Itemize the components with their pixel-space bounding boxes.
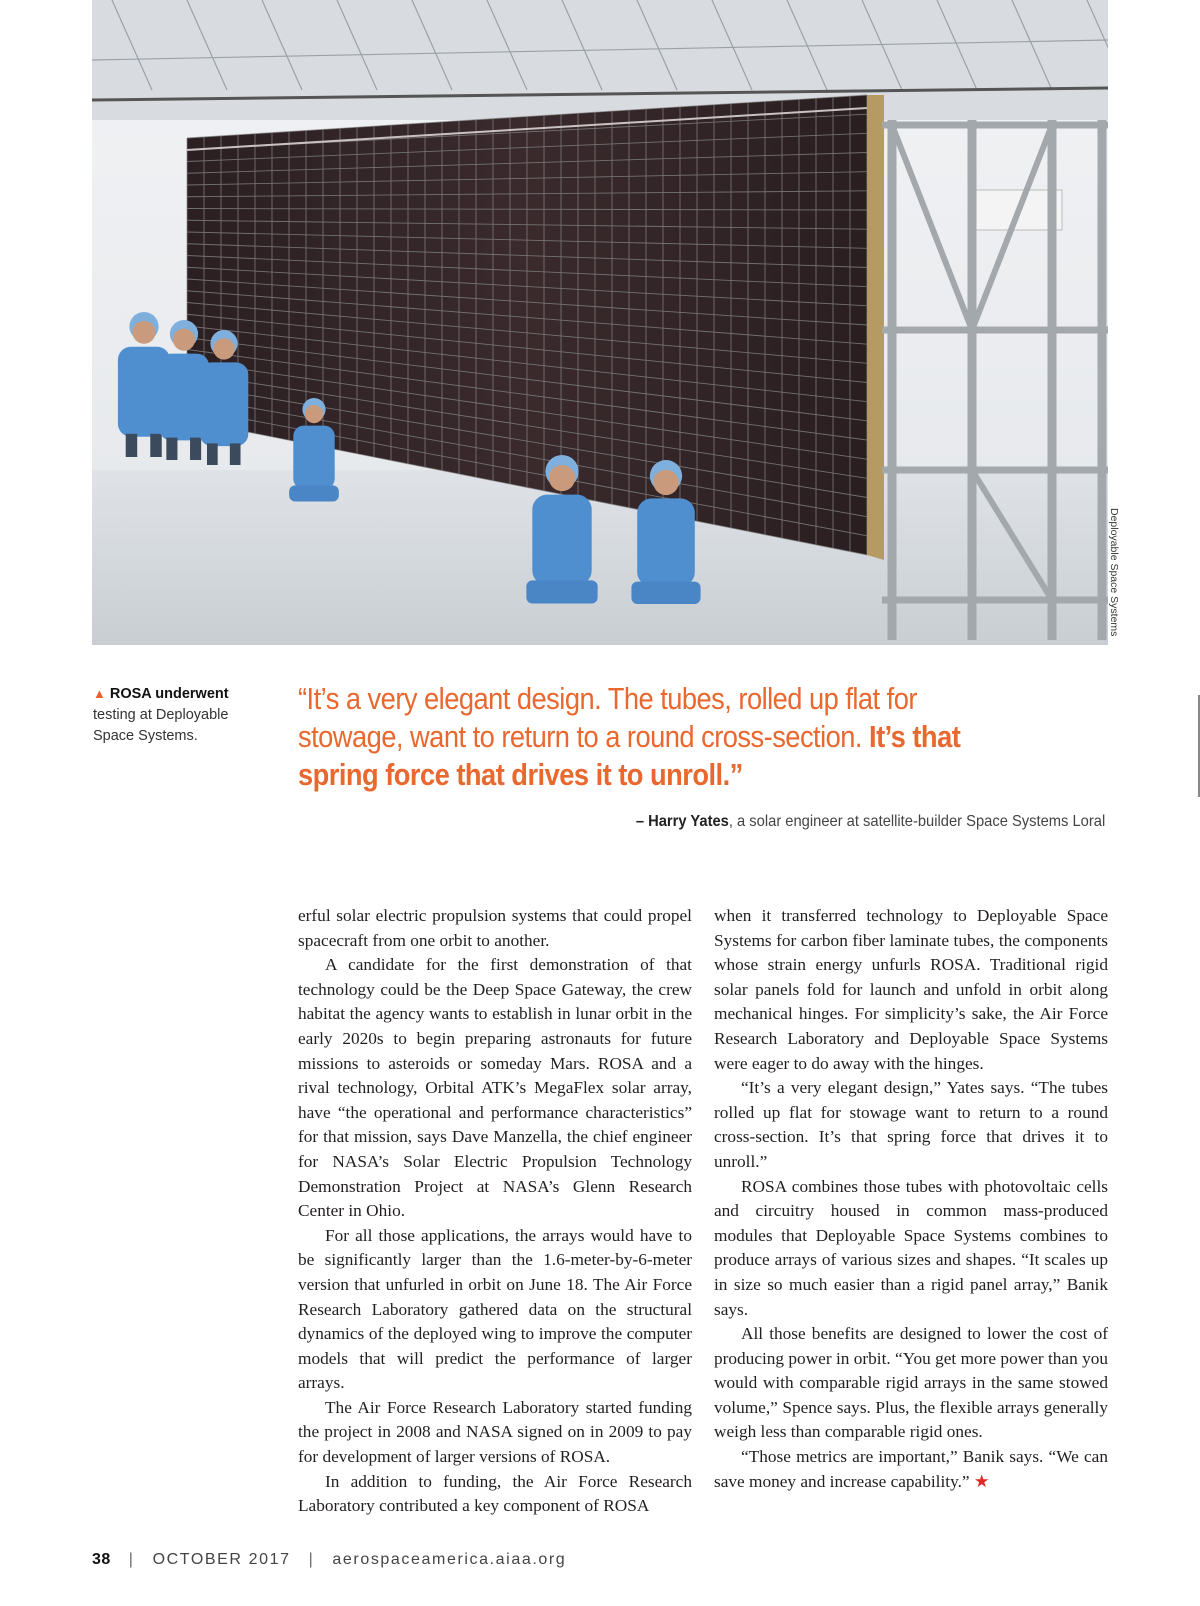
paragraph: ROSA combines those tubes with photovoltaic cells and circuitry housed in common mass-produced modules that Deployable Space Systems combines to produce arrays of various sizes and shapes. “It scales up in size so much easier than a rigid panel array,” Banik says.	[714, 1176, 1108, 1319]
website-link[interactable]: aerospaceamerica.aiaa.org	[332, 1551, 567, 1568]
paragraph: For all those applications, the arrays would have to be significantly larger than the 1.6-meter-by-6-meter version that unfurled in orbit on June 18. The Air Force Research Laboratory gathered data on the structural dynamics of the deployed wing to improve the computer models that will predict the performance of larger arrays.	[298, 1225, 692, 1393]
final-paragraph	[714, 1445, 1108, 1494]
caption-triangle-icon: ▲	[93, 686, 106, 701]
footer-separator: |	[128, 1551, 135, 1568]
attribution-name: – Harry Yates	[635, 813, 729, 830]
paragraph: In addition to funding, the Air Force Research Laboratory contributed a key component of ROSA	[298, 1471, 692, 1516]
issue-date: OCTOBER 2017	[152, 1551, 291, 1568]
caption-bold: ROSA underwent	[109, 686, 229, 702]
page-number: 38	[92, 1551, 111, 1568]
end-mark-star-icon: ★	[973, 1471, 990, 1491]
paragraph: when it transferred technology to Deployable Space Systems for carbon fiber laminate tubes, the components whose strain energy unfurls ROSA. Traditional rigid solar panels fold for launch and unfold in orbit along mechanical hinges. For simplicity’s sake, the Air Force Research Laboratory and Deployable Space Systems were eager to do away with the hinges.	[714, 906, 1108, 1073]
paragraph: All those benefits are designed to lower the cost of producing power in orbit. “You get more power than you would with comparable rigid arrays in the same stowed volume,” Spence says. Plus, the flexible arrays generally weigh less than comparable rigid ones.	[714, 1324, 1108, 1442]
pull-quote-attribution	[636, 813, 1105, 831]
final-paragraph-text: “Those metrics are important,” Banik says. “We can save money and increase capability.”	[714, 1447, 1108, 1491]
body-column-left	[298, 904, 692, 1519]
solar-array-photo	[92, 0, 1108, 645]
attribution-description: , a solar engineer at satellite-builder Space Systems Loral	[728, 813, 1105, 830]
body-column-right	[714, 904, 1108, 1494]
photo-credit-text: Deployable Space Systems	[1108, 508, 1120, 637]
pull-quote-regular: “It’s a very elegant design. The tubes, rolled up flat for stowage, want to return to a round cross-section.	[298, 681, 917, 754]
panel-end-frame	[867, 95, 884, 560]
paragraph: erful solar electric propulsion systems that could propel spacecraft from one orbit to another.	[298, 906, 692, 950]
paragraph: “It’s a very elegant design,” Yates says. “The tubes rolled up flat for stowage want to return to a round cross-section. It’s that spring force that drives it to unroll.”	[714, 1078, 1108, 1171]
photo-illustration	[92, 0, 1108, 645]
photo-caption	[93, 683, 263, 747]
footer-separator: |	[308, 1551, 315, 1568]
pull-quote	[298, 680, 1020, 794]
ceiling	[92, 0, 1108, 120]
pull-quote-bold: It’s that spring force that drives it to unroll.”	[298, 719, 961, 792]
caption-text: testing at Deployable Space Systems.	[93, 707, 229, 744]
paragraph: The Air Force Research Laboratory started funding the project in 2008 and NASA signed on in 2009 to pay for development of larger versions of ROSA.	[298, 1397, 692, 1467]
photo-credit	[1110, 0, 1130, 645]
paragraph: A candidate for the first demonstration of that technology could be the Deep Space Gateway, the crew habitat the agency wants to establish in lunar orbit in the early 2020s to begin preparing astronauts for future missions to asteroids or someday Mars. ROSA and a rival technology, Orbital ATK’s MegaFlex solar array, have “the operational and performance characteristics” for that mission, says Dave Manzella, the chief engineer for NASA’s Solar Electric Propulsion Technology Demonstration Project at NASA’s Glenn Research Center in Ohio.	[298, 955, 692, 1221]
page-footer	[92, 1551, 566, 1569]
